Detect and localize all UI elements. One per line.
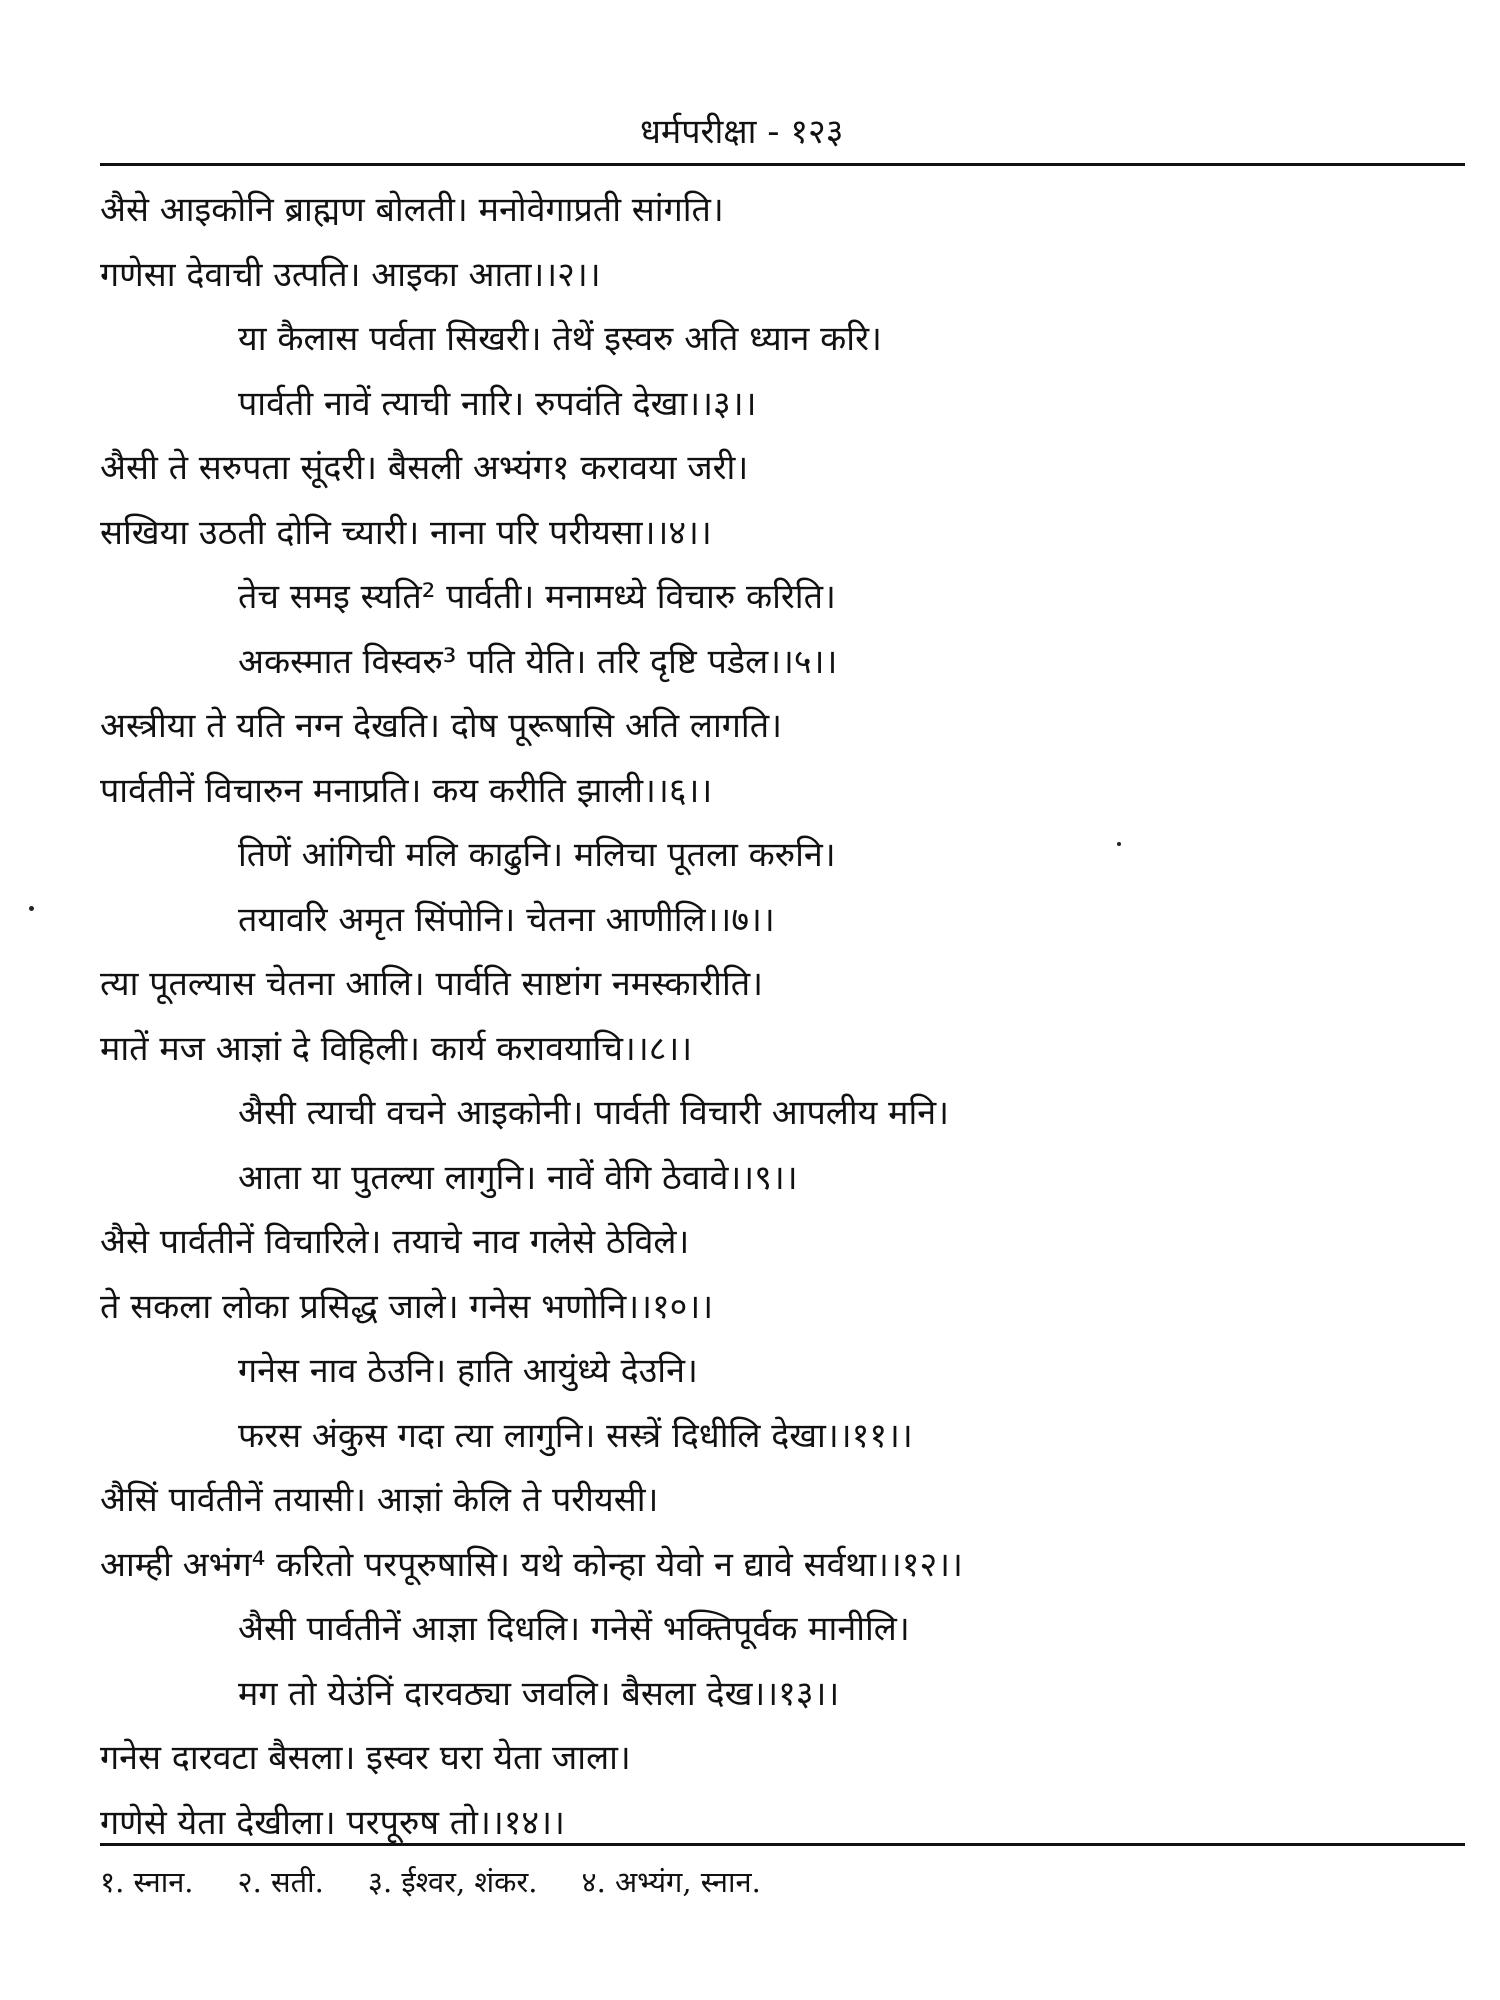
- verse-line: पार्वतीनें विचारुन मनाप्रति। कय करीति झाली।।६।।: [100, 770, 713, 811]
- verse-line: तिणें आंगिची मलि काढुनि। मलिचा पूतला करुनि।: [238, 835, 836, 875]
- footnote: ४. अभ्यंग, स्नान.: [581, 1865, 761, 1899]
- verse-line: अस्त्रीया ते यति नग्न देखति। दोष पूरूषासि अति लागति।: [100, 706, 783, 746]
- verse-line: तेच समइ स्यति² पार्वती। मनामध्ये विचारु करिति।: [238, 577, 836, 617]
- verse-line: गणेसे येता देखीला। परपूरुष तो।।१४।।: [100, 1802, 565, 1843]
- verse-line: गणेसा देवाची उत्पति। आइका आता।।२।।: [100, 254, 601, 295]
- verse-line: आम्ही अभंग⁴ करितो परपूरुषासि। यथे कोन्हा येवो न द्यावे सर्वथा।।१२।।: [100, 1544, 963, 1585]
- verse-line: पार्वती नावें त्याची नारि। रुपवंति देखा।।३।।: [238, 383, 757, 424]
- footnote: १. स्नान.: [100, 1865, 194, 1899]
- verse-line: अैसी त्याची वचने आइकोनी। पार्वती विचारी आपलीय मनि।: [238, 1093, 950, 1133]
- verse-line: गनेस दारवटा बैसला। इस्वर घरा येता जाला।: [100, 1738, 631, 1778]
- verse-line: अैसे आइकोनि ब्राह्मण बोलती। मनोवेगाप्रती सांगति।: [100, 190, 724, 230]
- verse-line: तयावरि अमृत सिंपोनि। चेतना आणीलि।।७।।: [238, 899, 775, 940]
- verse-line: अकस्मात विस्वरु³ पति येति। तरि दृष्टि पडेल।।५।।: [238, 641, 838, 682]
- verse-line: आता या पुतल्या लागुनि। नावें वेगि ठेवावे।।९।।: [238, 1157, 798, 1198]
- verse-line: अैसिं पार्वतीनें तयासी। आज्ञां केलि ते परीयसी।: [100, 1480, 659, 1520]
- footnotes: [100, 1860, 1470, 1904]
- header-rule: [100, 163, 1465, 166]
- verse-line: गनेस नाव ठेउनि। हाति आयुंध्ये देउनि।: [238, 1351, 698, 1391]
- verse-line: ते सकला लोका प्रसिद्ध जाले। गनेस भणोनि।।१०।।: [100, 1286, 714, 1327]
- verse-line: मातें मज आज्ञां दे विहिली। कार्य करावयाचि।।८।।: [100, 1028, 693, 1069]
- footnote-rule: [100, 1843, 1465, 1846]
- verse-line: फरस अंकुस गदा त्या लागुनि। सस्त्रें दिधीलि देखा।।११।।: [238, 1415, 913, 1456]
- running-head: धर्मपरीक्षा - १२३: [640, 112, 844, 152]
- verse-line: या कैलास पर्वता सिखरी। तेथें इस्वरु अति ध्यान करि।: [238, 319, 882, 359]
- scan-speck: [29, 906, 34, 911]
- verse-line: मग तो येउंनिं दारवठ्या जवलि। बैसला देख।।१३।।: [238, 1673, 840, 1714]
- verse-line: अैसी पार्वतीनें आज्ञा दिधलि। गनेसें भक्तिपूर्वक मानीलि।: [238, 1609, 910, 1649]
- verse-line: त्या पूतल्यास चेतना आलि। पार्वति साष्टांग नमस्कारीति।: [100, 964, 764, 1004]
- verse-block: [100, 186, 1470, 1863]
- verse-line: सखिया उठती दोनि च्यारी। नाना परि परीयसा।।४।।: [100, 512, 712, 553]
- verse-line: अैसी ते सरुपता सूंदरी। बैसली अभ्यंग१ करावया जरी।: [100, 448, 749, 488]
- footnote: २. सती.: [237, 1865, 324, 1899]
- scan-speck: [1117, 842, 1121, 846]
- footnote: ३. ईश्वर, शंकर.: [367, 1865, 538, 1899]
- verse-line: अैसे पार्वतीनें विचारिले। तयाचे नाव गलेसे ठेविले।: [100, 1222, 690, 1262]
